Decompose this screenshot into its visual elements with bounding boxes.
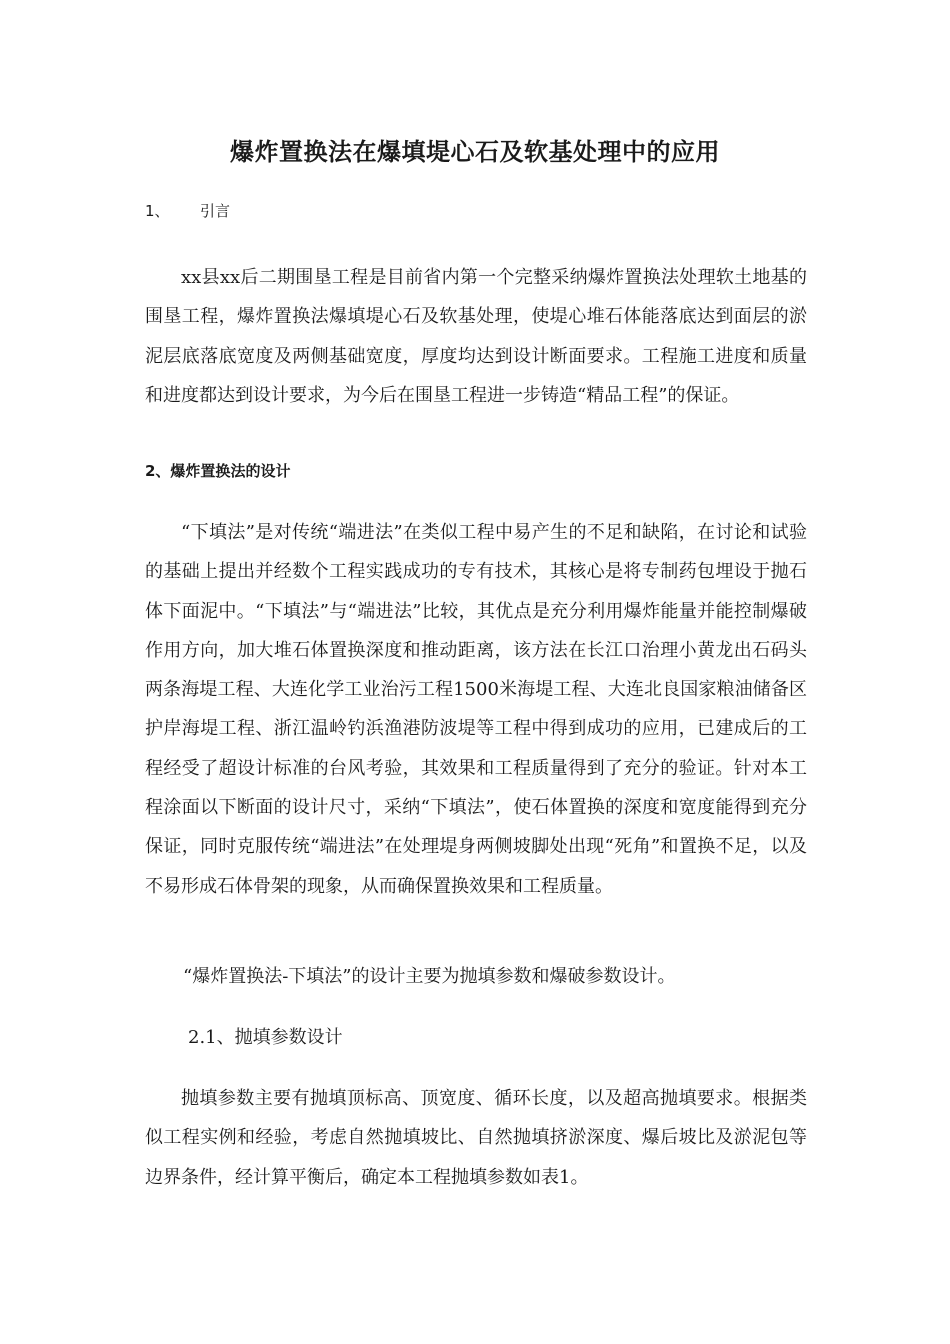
intro-paragraph: xx县xx后二期围垦工程是目前省内第一个完整采纳爆炸置换法处理软土地基的围垦工程，爆炸置换法爆填堤心石及软基处理，使堤心堆石体能落底达到面层的淤泥层底落底宽度及两侧基础宽度，厚度均达到设计断面要求。工程施工进度和质量和进度都达到设计要求，为今后在围垦工程进一步铸造“精品工程”的保证。 <box>145 267 807 406</box>
section-heading-introduction <box>145 200 230 222</box>
fill-parameters-paragraph: 抛填参数主要有抛填顶标高、顶宽度、循环长度，以及超高抛填要求。根据类似工程实例和经验，考虑自然抛填坡比、自然抛填挤淤深度、爆后坡比及淤泥包等边界条件，经计算平衡后，确定本工程抛填参数如表1。 <box>145 1088 807 1188</box>
subsection-heading-fill-parameters: 2.1、抛填参数设计 <box>188 1027 343 1048</box>
summary-line: “爆炸置换法-下填法”的设计主要为抛填参数和爆破参数设计。 <box>183 966 676 987</box>
section-label: 引言 <box>200 202 231 220</box>
design-paragraph: “下填法”是对传统“端进法”在类似工程中易产生的不足和缺陷，在讨论和试验的基础上提出并经数个工程实践成功的专有技术，其核心是将专制药包埋设于抛石体下面泥中。“下填法”与“端进法”比较，其优点是充分利用爆炸能量并能控制爆破作用方向，加大堆石体置换深度和推动距离，该方法在长江口治理小黄龙出石码头两条海堤工程、大连化学工业治污工程1500米海堤工程、大连北良国家粮油储备区护岸海堤工程、浙江温岭钓浜渔港防波堤等工程中得到成功的应用，已建成后的工程经受了超设计标准的台风考验，其效果和工程质量得到了充分的验证。针对本工程涂面以下断面的设计尺寸，采纳“下填法”，使石体置换的深度和宽度能得到充分保证，同时克服传统“端进法”在处理堤身两侧坡脚处出现“死角”和置换不足，以及不易形成石体骨架的现象，从而确保置换效果和工程质量。 <box>145 522 807 897</box>
section-number: 1、 <box>145 202 170 220</box>
section-heading-design: 2、爆炸置换法的设计 <box>145 462 291 480</box>
document-title: 爆炸置换法在爆填堤心石及软基处理中的应用 <box>230 138 720 166</box>
